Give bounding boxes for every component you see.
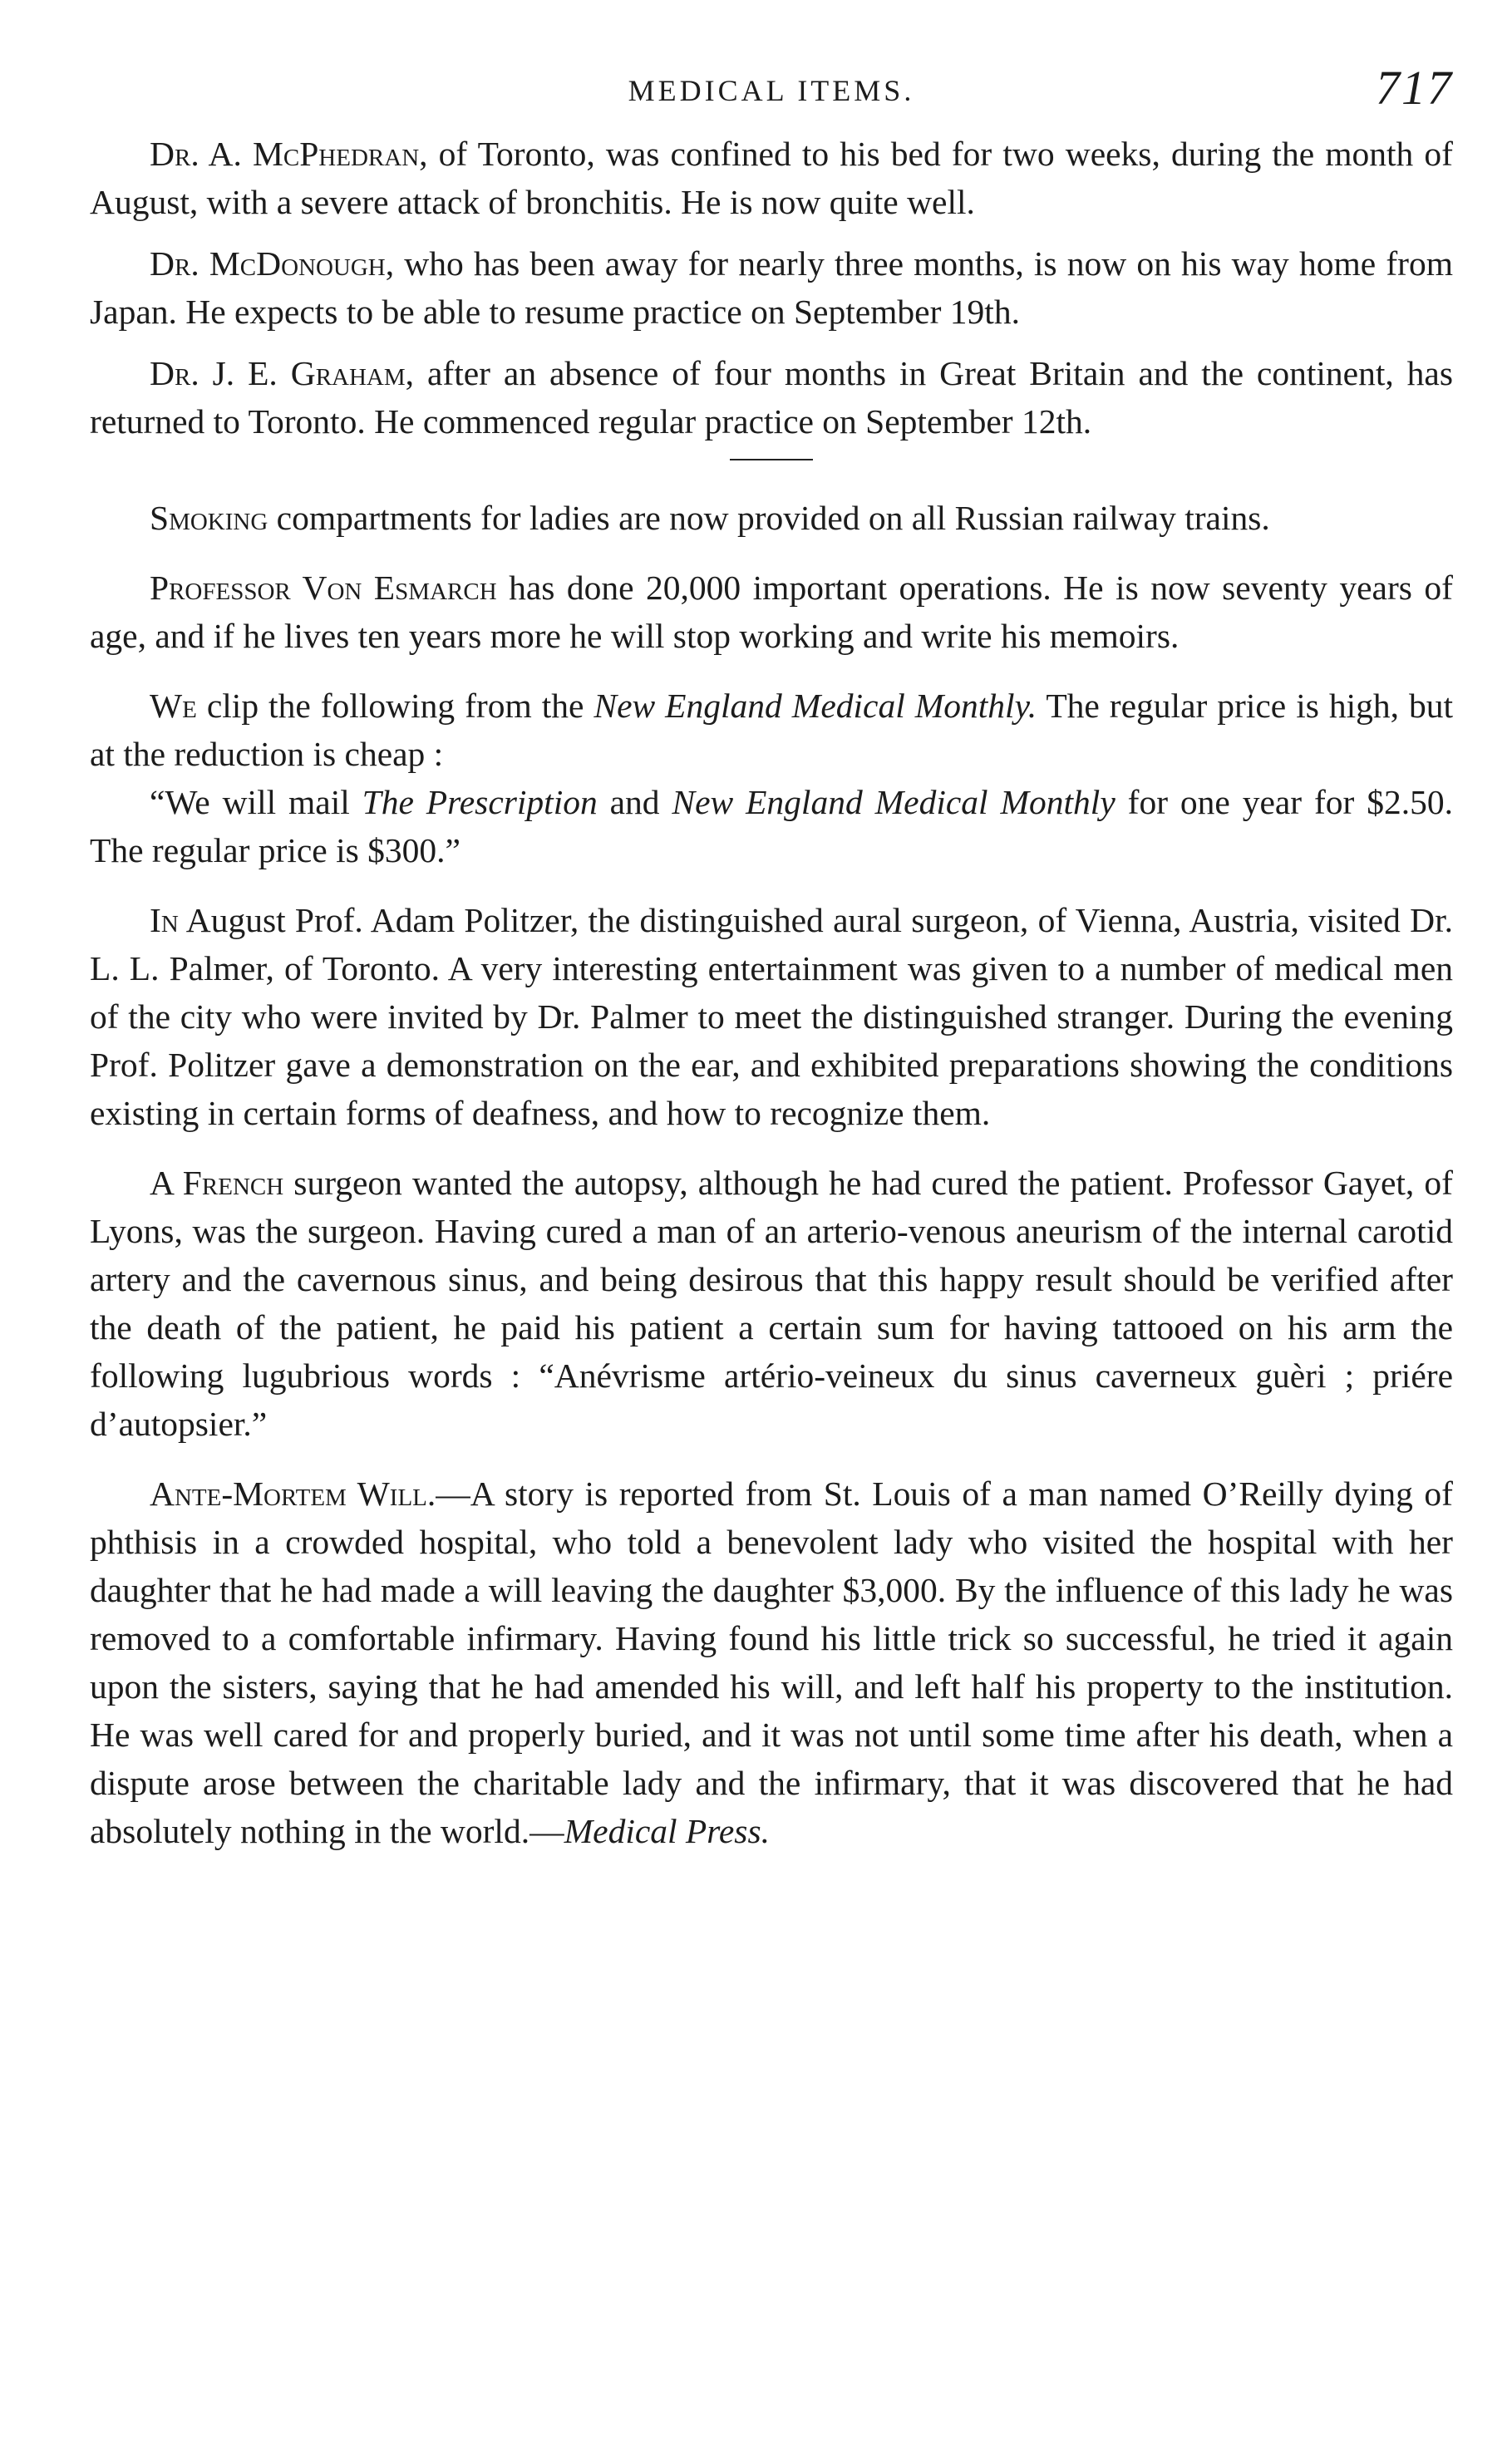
item-text: has done 20,000 important operations. He is now seventy years of age, and if he lives ten years more he will stop working and write his memoirs. <box>90 569 1453 655</box>
item-esmarch <box>90 564 1453 660</box>
item-lead: Dr. A. McPhedran, <box>150 135 428 173</box>
item-text: compartments for ladies are now provided on all Russian railway trains. <box>268 499 1270 537</box>
item-clip <box>90 682 1453 874</box>
quote-title: New England Medical Monthly <box>672 783 1116 821</box>
item-text: of Toronto, was confined to his bed for two weeks, during the month of August, with a severe attack of bronchitis. He is now quite well. <box>90 135 1453 221</box>
item-text: after an absence of four months in Great Britain and the continent, has returned to Toronto. He commenced regular practice on September 12th. <box>90 354 1453 441</box>
journal-title: New England Medical Monthly. <box>593 687 1037 725</box>
item-lead: Dr. J. E. Graham, <box>150 354 415 392</box>
page-number: 717 <box>1376 61 1453 115</box>
item-lead: Professor Von Esmarch <box>150 569 497 607</box>
item-lead: In <box>150 901 179 939</box>
running-title: MEDICAL ITEMS. <box>628 74 915 107</box>
quote-title: The Prescription <box>362 783 598 821</box>
item-text: August Prof. Adam Politzer, the distinguished aural surgeon, of Vienna, Austria, visited Dr. L. L. Palmer, of Toronto. A very interesting entertainment was given to a number of medical men of the city who were invited by Dr. Palmer to meet the distinguished stranger. During the evening Prof. Politzer gave a demonstration on the ear, and exhibited preparations showing the conditions existing in certain forms of deafness, and how to recognize them. <box>90 901 1453 1132</box>
item-french-surgeon <box>90 1159 1453 1448</box>
item-text: —A story is reported from St. Louis of a man named O’Reilly dying of phthisis in a crowded hospital, who told a benevolent lady who visited the hospital with her daughter that he had made a will leaving the daughter $3,000. By the influence of this lady he was removed to a comfortable infirmary. Having found his little trick so successful, he tried it again upon the sisters, saying that he had amended his will, and left half his property to the institution. He was well cared for and properly buried, and it was not until some time after his death, when a dispute arose between the charitable lady and the infirmary, that it was discovered that he had absolutely nothing in the world.— <box>90 1475 1453 1850</box>
item-lead: Smoking <box>150 499 268 537</box>
item-text: clip the following from the <box>196 687 594 725</box>
item-lead: We <box>150 687 197 725</box>
item-lead: Ante-Mortem Will. <box>150 1475 436 1513</box>
section-divider <box>730 459 813 460</box>
item-lead: A French <box>150 1164 284 1202</box>
quoted-offer <box>90 778 1453 874</box>
item-smoking <box>90 494 1453 542</box>
quote-text: for one year for $2.50. The regular price is $300.” <box>90 783 1454 869</box>
item-ante-mortem-will <box>90 1470 1453 1855</box>
quote-text: “We will mail <box>150 783 362 821</box>
item-mcphedran <box>90 130 1453 226</box>
running-head <box>90 58 1453 130</box>
source-citation: Medical Press. <box>564 1812 770 1850</box>
document-page <box>90 58 1453 1877</box>
item-graham <box>90 349 1453 446</box>
item-text: surgeon wanted the autopsy, although he had cured the patient. Professor Gayet, of Lyons, was the surgeon. Having cured a man of an arterio-venous aneurism of the internal carotid artery and the cavernous sinus, and being desirous that this happy result should be verified after the death of the patient, he paid his patient a certain sum for having tattooed on his arm the following lugubrious words : “Anévrisme artério-veineux du sinus caverneux guèri ; priére d’autopsier.” <box>90 1164 1453 1443</box>
quote-text: and <box>597 783 672 821</box>
item-text: The regular price is high, but at the reduction is cheap : <box>90 687 1454 773</box>
item-text: who has been away for nearly three months, is now on his way home from Japan. He expects to be able to resume practice on September 19th. <box>90 244 1453 331</box>
item-mcdonough <box>90 239 1453 336</box>
item-politzer <box>90 896 1453 1137</box>
item-lead: Dr. McDonough, <box>150 244 395 283</box>
